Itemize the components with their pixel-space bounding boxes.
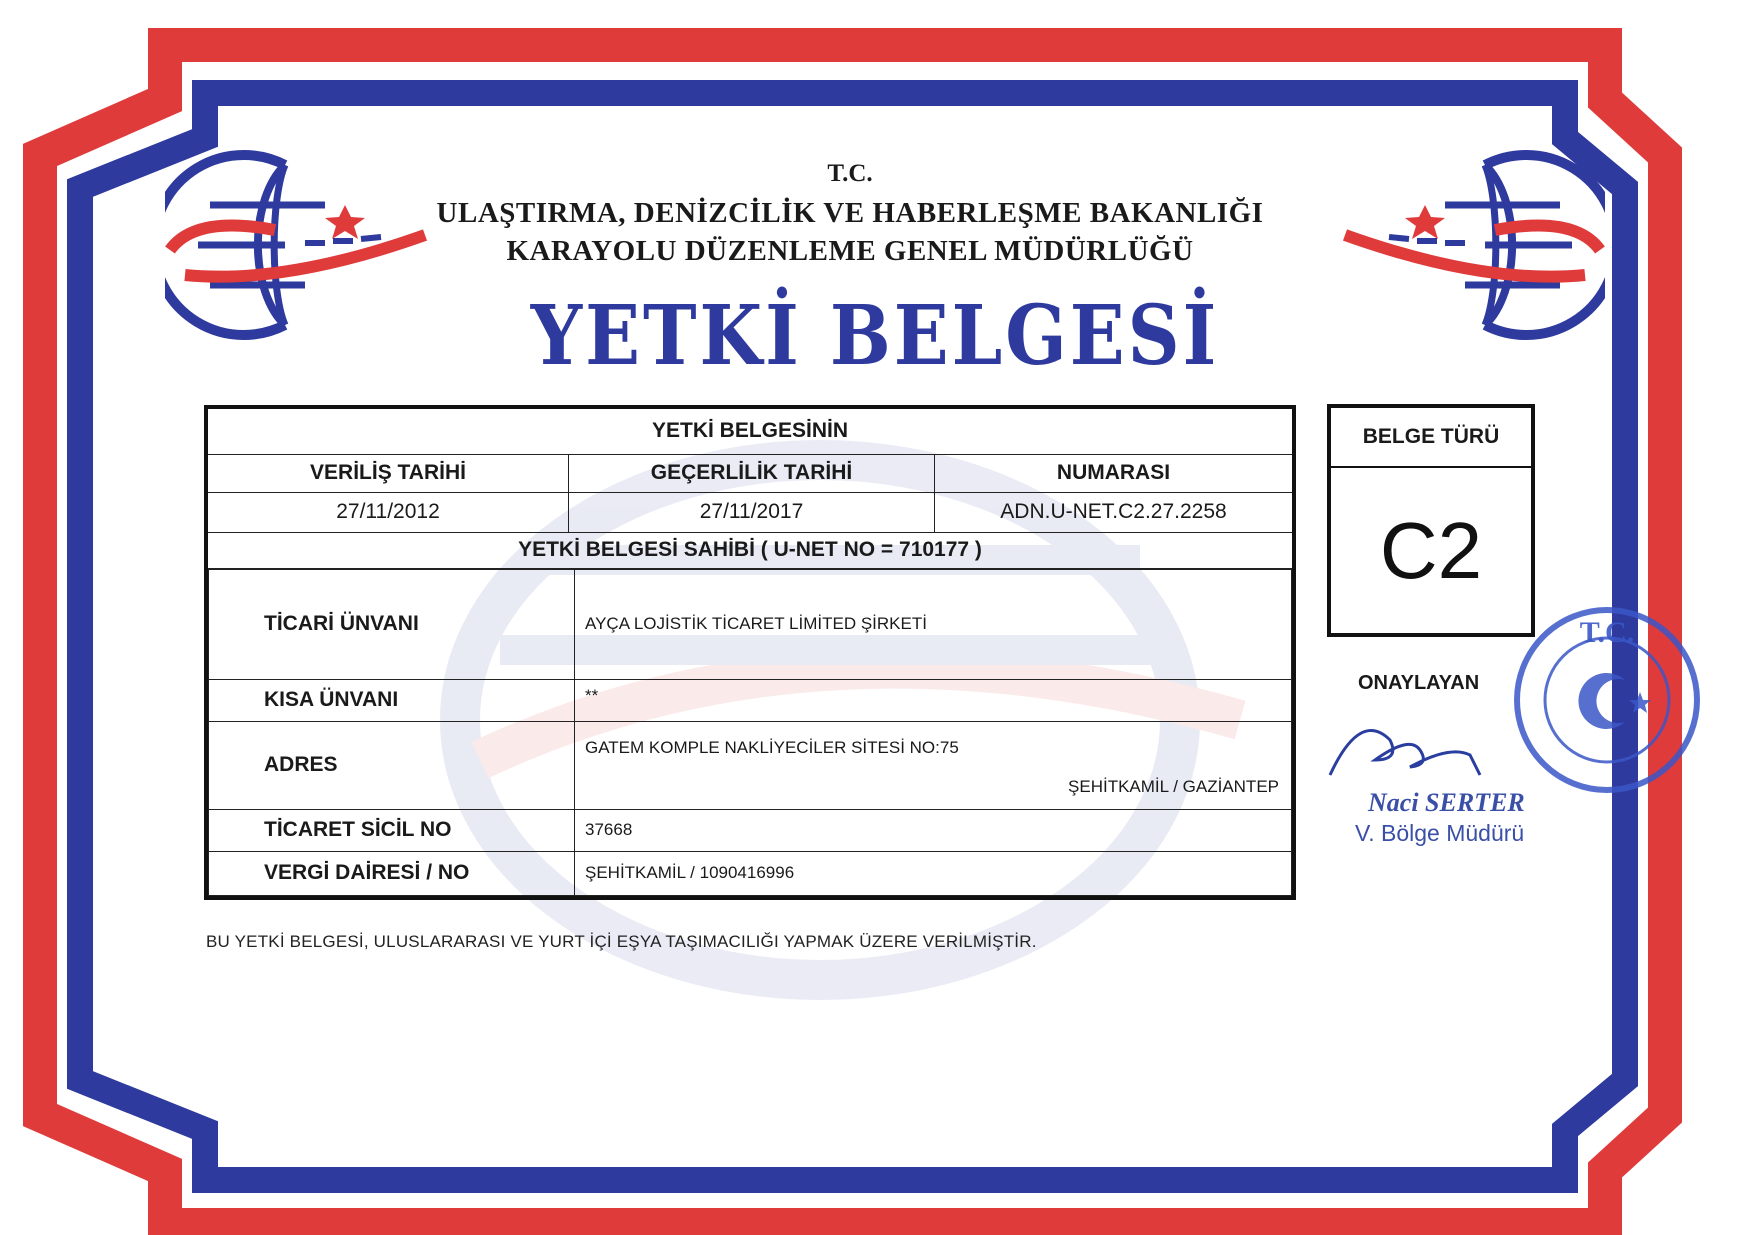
vergi-label: VERGİ DAİRESİ / NO [209,851,575,895]
owner-title: YETKİ BELGESİ SAHİBİ ( U-NET NO = 710177 ) [206,532,1294,568]
vergi-value: ŞEHİTKAMİL / 1090416996 [575,851,1292,895]
column-header-gecerlilik: GEÇERLİLİK TARİHİ [569,454,935,492]
header-ministry: ULAŞTIRMA, DENİZCİLİK VE HABERLEŞME BAKANLIĞI [436,197,1264,229]
header-tc: T.C. [827,160,873,187]
signer-title: V. Bölge Müdürü [1355,820,1525,846]
ticaret-sicil-value: 37668 [575,809,1292,851]
belge-turu-value: C2 [1379,506,1483,595]
kisa-unvani-value: ** [575,679,1292,721]
verilis-date: 27/11/2012 [206,492,569,532]
gecerlilik-date: 27/11/2017 [569,492,935,532]
adres-line2: ŞEHİTKAMİL / GAZİANTEP [1068,777,1279,796]
column-header-verilis: VERİLİŞ TARİHİ [206,454,569,492]
signer-name: Naci SERTER [1368,788,1525,817]
adres-label: ADRES [209,721,575,809]
certificate-number: ADN.U-NET.C2.27.2258 [935,492,1295,532]
column-header-numarasi: NUMARASI [935,454,1295,492]
belge-turu-label: BELGE TÜRÜ [1331,408,1531,468]
header-directorate: KARAYOLU DÜZENLEME GENEL MÜDÜRLÜĞÜ [506,235,1194,267]
document-title: YETKİ BELGESİ [530,285,1220,384]
onaylayan-label: ONAYLAYAN [1358,672,1480,694]
section-title: YETKİ BELGESİNİN [206,407,1294,454]
stamp-icon [1500,600,1715,800]
certificate-table [204,405,1296,900]
adres-value [575,721,1292,809]
kisa-unvani-label: KISA ÜNVANI [209,679,575,721]
footer-note: BU YETKİ BELGESİ, ULUSLARARASI VE YURT İÇİ EŞYA TAŞIMACILIĞI YAPMAK ÜZERE VERİLMİŞTİR. [206,932,1037,951]
stamp-text: T.C. [1579,616,1635,649]
owner-table [208,569,1292,896]
signature-icon [1320,705,1520,795]
adres-line1: GATEM KOMPLE NAKLİYECİLER SİTESİ NO:75 [585,738,959,757]
ticari-unvani-value: AYÇA LOJİSTİK TİCARET LİMİTED ŞİRKETİ [575,569,1292,679]
ticari-unvani-label: TİCARİ ÜNVANI [209,569,575,679]
ticaret-sicil-label: TİCARET SİCİL NO [209,809,575,851]
